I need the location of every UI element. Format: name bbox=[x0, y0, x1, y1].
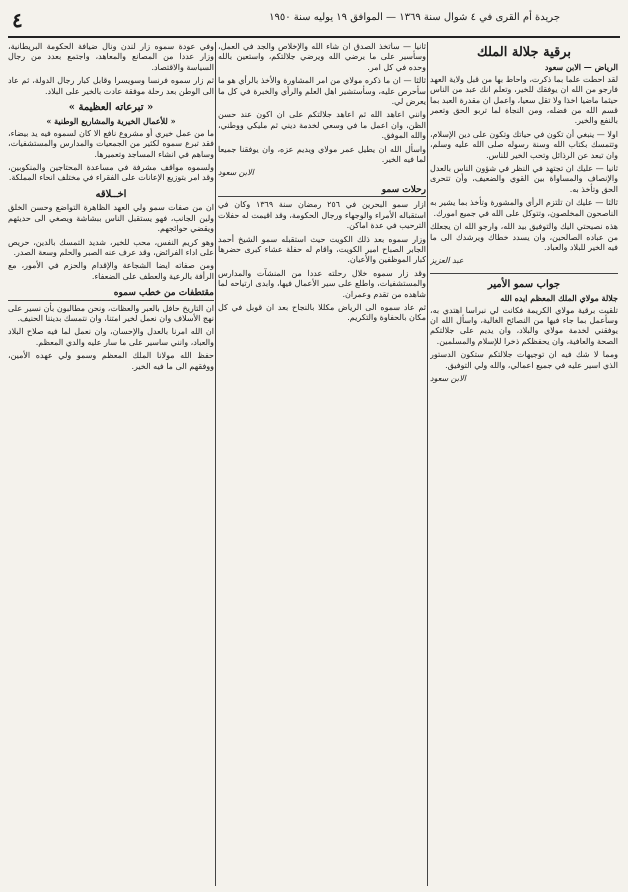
paragraph: ثالثا — عليك ان تلتزم الرأي والمشورة وتأخذ بما يشير به الناصحون المخلصون، وتتوكل على الله في جميع امورك. bbox=[430, 198, 618, 218]
section-heading: « تبرعاته العظيمة » bbox=[68, 102, 154, 114]
section-heading: جواب سمو الأمير bbox=[487, 278, 561, 290]
paragraph: ومما لا شك فيه ان توجيهات جلالتكم ستكون الدستور الذي اسير عليه في جميع اعمالي، والله ولي التوفيق. bbox=[430, 350, 618, 370]
paragraph: ثانيا — عليك ان تجتهد في النظر في شؤون الناس بالعدل والإنصاف والمساواة بين القوي والضعيف، وأن تتحرى الحق وتأخذ به. bbox=[430, 164, 618, 194]
paragraph: ثم زار سموه فرنسا وسويسرا وقابل كبار رجال الدولة، ثم عاد الى الوطن بعد رحلة موفقة عادت بالخير على البلاد. bbox=[8, 76, 214, 96]
column-rule bbox=[427, 42, 428, 886]
column-right bbox=[430, 42, 618, 886]
paragraph: وزار سموه بعد ذلك الكويت حيث استقبله سمو الشيخ أحمد الجابر الصباح امير الكويت، واقام له حفلة عشاء كبرى حضرها كبار الموظفين والأعيان. bbox=[218, 234, 426, 265]
section-heading: رحلات سمو bbox=[218, 185, 426, 197]
paragraph: ثم عاد سموه الى الرياض مكللا بالنجاح بعد ان قوبل في كل مكان بالحفاوة والتكريم. bbox=[218, 302, 426, 323]
paragraph: ان من صفات سمو ولي العهد الظاهرة التواضع وحسن الخلق ولين الجانب، فهو يستقبل الناس ببشاشة ويصغي الى حديثهم ويقضي حوائجهم. bbox=[8, 203, 214, 234]
article-title: برقية جلالة الملك bbox=[476, 45, 572, 60]
paragraph: حفظ الله مولانا الملك المعظم وسمو ولي عهده الأمين، ووفقهم الى ما فيه الخير. bbox=[8, 351, 214, 371]
divider bbox=[430, 273, 618, 274]
signature: الابن سعود bbox=[218, 168, 254, 178]
paragraph: ولسموه مواقف مشرفة في مساعدة المحتاجين والمنكوبين، وقد امر بتوزيع الإعانات على الفقراء في مختلف انحاء المملكة. bbox=[8, 163, 214, 183]
page-header bbox=[8, 6, 620, 38]
paragraph: وقد زار سموه خلال رحلته عددا من المنشآت والمدارس والمستشفيات، واطلع على سير الأعمال فيها، وابدى ارتياحه لما شاهده من تقدم وعمران. bbox=[218, 268, 426, 299]
salutation: جلالة مولاي الملك المعظم ايده الله bbox=[500, 293, 618, 304]
column-left bbox=[8, 42, 214, 886]
paragraph: اولا — ينبغي أن تكون في حياتك وتكون على دين الإسلام، وتتمسك بكتاب الله وسنة رسوله صلى الله عليه وسلم، وان تبعد عن الرذائل وتحب الخير للناس. bbox=[430, 129, 618, 160]
paragraph: ان التاريخ حافل بالعبر والعظات، ونحن مطالبون بأن نسير على نهج الأسلاف وان نعمل لخير امتنا، وان نتمسك بديننا الحنيف. bbox=[8, 303, 214, 323]
section-heading: اخــلاقه bbox=[95, 188, 127, 200]
paragraph: واسأل الله ان يطيل عمر مولاي ويديم عزه، وان يوفقنا جميعا لما فيه الخير. bbox=[218, 144, 426, 165]
paragraph: وهو كريم النفس، محب للخير، شديد التمسك بالدين، حريص على اداء الفرائض، وقد عرف عنه الصبر والحلم وسعة الصدر. bbox=[8, 237, 214, 257]
paragraph: ثالثا — ان ما ذكره مولاي من امر المشاورة والأخذ بالرأي هو ما سأحرص عليه، وسأستشير اهل العلم والرأي والخبرة في كل ما يعرض لي. bbox=[218, 76, 426, 107]
paragraph: هذه نصيحتي اليك والتوفيق بيد الله، وارجو الله ان يجعلك من عباده الصالحين، وان يسدد خطاك ويرشدك الى ما فيه الخير للبلاد والعباد. bbox=[430, 222, 618, 252]
signature: الابن سعود bbox=[430, 373, 466, 383]
section-subheading: « للأعمال الخيرية والمشاريع الوطنية » bbox=[46, 116, 176, 127]
paragraph: وانني اعاهد الله ثم اعاهد جلالتكم على ان اكون عند حسن الظن، وان اعمل ما في وسعي لخدمة ديني ثم مليكي ووطني، والله الموفق. bbox=[218, 110, 426, 141]
paragraph: ثانيا — سأتخذ الصدق ان شاء الله والإخلاص والجد في العمل، وسأسير على ما يرضي الله ويرضي جلالتكم، واستعين بالله وحده في كل امر. bbox=[218, 42, 426, 72]
page-number: ٤ bbox=[12, 8, 23, 32]
dateline: الرياض — الابن سعود bbox=[544, 62, 618, 73]
paragraph: لقد احطت علما بما ذكرت، واحاط بها من قبل ولاية العهد فارجو من الله ان يوفقك للخير، وتعلم انك عبد من الناس حيثما ماضيا اخذا ولا تقل سعيا، واعمل ان مقدرة العبد بما قسم الله من فضله، ومن النجاة لما تربو الحق وتعمر بالنفع والخير. bbox=[430, 74, 618, 126]
running-title: جريدة أم القرى في ٤ شوال سنة ١٣٦٩ — الموافق ١٩ يوليه سنة ١٩٥٠ bbox=[269, 12, 560, 23]
paragraph: ومن صفاته ايضا الشجاعة والإقدام والحزم في الأمور، مع الرأفة بالرعية والعطف على الضعفاء. bbox=[8, 261, 214, 281]
column-middle bbox=[218, 42, 426, 886]
section-heading: مقتطفات من خطب سموه bbox=[8, 288, 214, 300]
paragraph: ما من عمل خيري أو مشروع نافع الا كان لسموه فيه يد بيضاء، فقد تبرع سموه لكثير من الجمعيات والمدارس والمستشفيات، وساهم في انشاء المساجد وتعميرها. bbox=[8, 128, 214, 159]
signature: عبد العزيز bbox=[430, 256, 464, 266]
column-rule bbox=[215, 42, 216, 886]
paragraph: وفي عودة سموه زار لندن ونال ضيافة الحكومة البريطانية، وزار عددا من المصانع والمعاهد، واجتمع بعدد من رجال السياسة والاقتصاد. bbox=[8, 42, 214, 72]
paragraph: ان الله امرنا بالعدل والإحسان، وان نعمل لما فيه صلاح البلاد والعباد، وانني ساسير على ما سار عليه والدي المعظم. bbox=[8, 327, 214, 347]
paragraph: ازار سمو البحرين في ٢٥٦ رمضان سنة ١٣٦٩ وكان في استقباله الأمراء والوجهاء ورجال الحكومة، وقد اقيمت له حفلات الترحيب في عدة اماكن. bbox=[218, 200, 426, 231]
paragraph: تلقيت برقية مولاي الكريمة فكانت لي نبراسا اهتدي به، وسأعمل بما جاء فيها من النصائح الغالية، واسأل الله ان يوفقني لخدمة مولاي والبلاد، وان يديم على جلالتكم الصحة والعافية، وان يحفظكم ذخرا للإسلام والمسلمين. bbox=[430, 305, 618, 346]
